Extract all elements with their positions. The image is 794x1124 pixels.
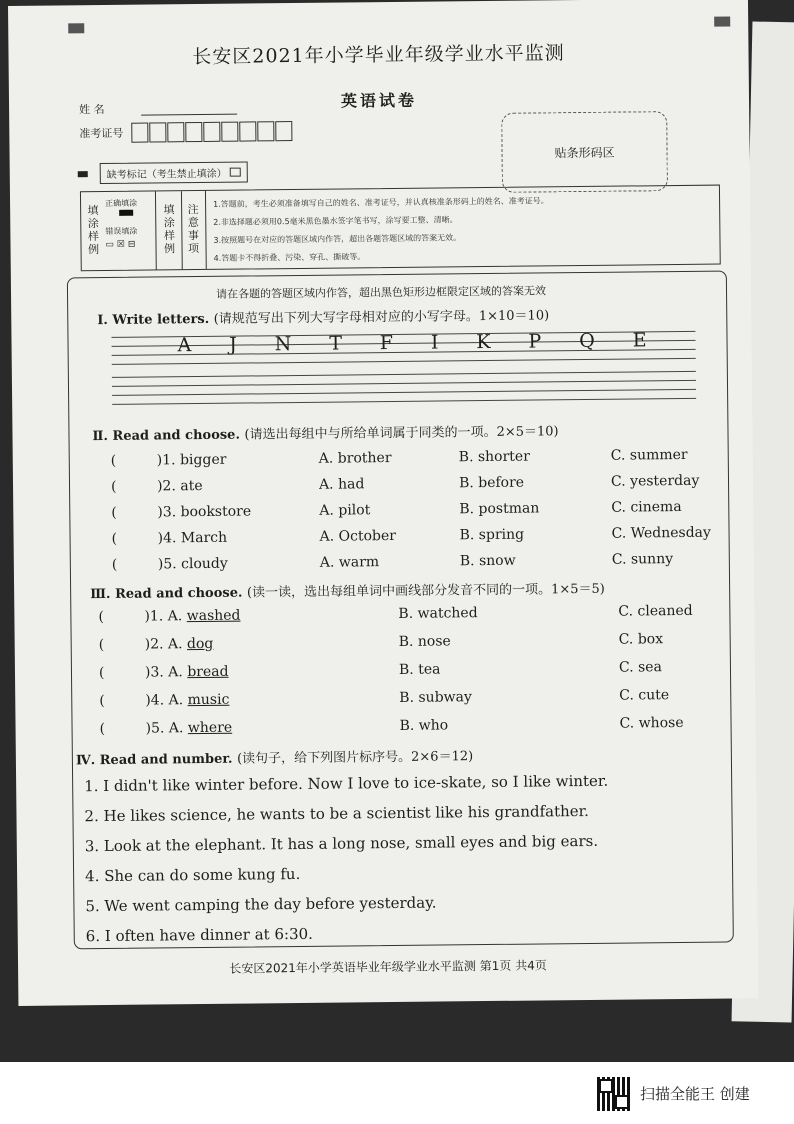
s4-sentence-6: 6. I often have dinner at 6:30.	[85, 924, 313, 946]
s3-q4-c: C. cute	[619, 687, 670, 704]
absent-checkbox[interactable]	[230, 168, 241, 177]
s2-q1-stem: )1. bigger	[156, 451, 227, 469]
notice-rule-1: 1.答题前，考生必须准备填写自己的姓名、准考证号，并认真核准条形码上的姓名、准考证号。	[213, 196, 549, 209]
scanner-watermark: 扫描全能王 创建	[640, 1085, 750, 1103]
letter: P	[528, 330, 543, 353]
fill-example-label: 填涂样例	[87, 204, 100, 257]
notice-rule-3: 3.按照题号在对应的答题区域内作答，超出各题答题区域的答案无效。	[213, 233, 462, 245]
s3-q2-a: )2. A. dog	[144, 635, 214, 653]
s2-q2-b: B. before	[458, 474, 525, 492]
s3-q4-a: )4. A. music	[145, 691, 230, 709]
exam-subtitle: 英语试卷	[340, 90, 418, 111]
page-footer: 长安区2021年小学英语毕业年级学业水平监测 第1页 共4页	[229, 958, 547, 976]
s3-q4-paren[interactable]: (	[99, 693, 105, 710]
section3-title-en: Ⅲ. Read and choose.	[90, 585, 243, 603]
s2-q3-paren[interactable]: (	[111, 504, 117, 521]
absent-label: 缺考标记（考生禁止填涂）	[106, 168, 227, 181]
s2-q3-stem: )3. bookstore	[157, 503, 252, 521]
notice-divider-1	[155, 191, 157, 269]
section2-title-en: Ⅱ. Read and choose.	[92, 427, 241, 445]
wrong-fill-icon: ▭ ☒ ⊟	[105, 239, 136, 250]
s4-sentence-2: 2. He likes science, he wants to be a scientist like his grandfather.	[84, 801, 590, 826]
letter: T	[329, 332, 344, 355]
letter: Q	[579, 329, 596, 353]
name-label: 姓 名	[79, 102, 105, 117]
s2-q2-a: A. had	[318, 476, 365, 493]
s2-q3-c: C. cinema	[611, 498, 682, 516]
s3-q3-b: B. tea	[398, 661, 441, 678]
notice-label: 注意事项	[187, 203, 200, 256]
s3-q3-c: C. sea	[618, 659, 662, 676]
s2-q4-b: B. spring	[459, 526, 525, 544]
s2-q4-paren[interactable]: (	[111, 530, 118, 547]
s2-q2-stem: )2. ate	[156, 477, 203, 495]
absent-mark	[78, 161, 248, 184]
s3-q3-a: )3. A. bread	[144, 663, 229, 681]
letter: J	[229, 333, 238, 356]
exam-no-label: 准考证号	[79, 126, 124, 141]
s3-q1-a: )1. A. washed	[144, 607, 241, 625]
letter: N	[274, 333, 293, 356]
s3-q4-b: B. subway	[399, 689, 472, 706]
s2-q5-stem: )5. cloudy	[157, 555, 228, 573]
s2-q4-stem: )4. March	[157, 529, 228, 547]
exam-no-boxes[interactable]	[131, 121, 293, 143]
name-field[interactable]	[141, 114, 237, 116]
s2-q2-c: C. yesterday	[610, 472, 700, 490]
s2-q3-a: A. pilot	[319, 502, 371, 519]
s3-q3-paren[interactable]: (	[98, 665, 105, 682]
letter: K	[476, 330, 492, 354]
s3-q5-b: B. who	[399, 717, 449, 734]
s2-q5-paren[interactable]: (	[111, 556, 118, 573]
s2-q1-b: B. shorter	[458, 448, 530, 466]
letter: A	[177, 334, 193, 357]
barcode-area: 贴条形码区	[501, 111, 668, 193]
exam-sheet	[8, 0, 758, 1006]
s4-sentence-4: 4. She can do some kung fu.	[85, 864, 301, 886]
absent-block-icon	[78, 171, 88, 177]
section1-title-cn: (请规范写出下列大写字母相对应的小写字母。1×10＝10)	[213, 308, 550, 327]
s4-sentence-5: 5. We went camping the day before yesterday.	[85, 893, 437, 916]
s2-q3-b: B. postman	[459, 500, 540, 518]
notice-rule-4: 4.答题卡不得折叠、污染、穿孔、撕破等。	[213, 252, 366, 263]
writing-lines-2[interactable]	[112, 371, 696, 417]
s3-q5-paren[interactable]: (	[99, 721, 106, 738]
correct-fill-icon	[119, 210, 133, 216]
section2-title-cn: (请选出每组中与所给单词属于同类的一项。2×5＝10)	[244, 424, 559, 443]
s2-q5-a: A. warm	[319, 554, 380, 571]
letter: F	[379, 331, 395, 355]
corner-mark-left	[68, 23, 84, 33]
s3-q2-c: C. box	[618, 631, 664, 648]
section3-title-cn: (读一读，选出每组单词中画线部分发音不同的一项。1×5＝5)	[246, 581, 605, 601]
s3-q2-paren[interactable]: (	[98, 637, 105, 654]
s3-q1-paren[interactable]: (	[98, 609, 104, 626]
s4-sentence-1: 1. I didn't like winter before. Now I love to ice-skate, so I like winter.	[84, 771, 609, 796]
s3-q5-a: )5. A. where	[145, 719, 233, 737]
s3-q1-b: B. watched	[398, 605, 478, 622]
section4-title-en: Ⅳ. Read and number.	[75, 751, 233, 769]
notice-divider-3	[205, 191, 207, 269]
s2-q4-a: A. October	[319, 527, 396, 545]
s3-q1-c: C. cleaned	[618, 602, 693, 620]
wrong-fill-label: 错误填涂	[105, 226, 138, 236]
corner-mark-right	[714, 16, 730, 26]
s2-q5-c: C. sunny	[611, 551, 674, 568]
s2-q4-c: C. Wednesday	[611, 524, 711, 542]
absent-box	[100, 161, 248, 184]
s4-sentence-3: 3. Look at the elephant. It has a long nose, small eyes and big ears.	[84, 831, 599, 856]
notice-rule-2: 2.非选择题必须用0.5毫米黑色墨水签字笔书写，涂写要工整、清晰。	[213, 215, 458, 227]
s2-q2-paren[interactable]: (	[110, 478, 117, 495]
notice-box	[80, 185, 721, 272]
s3-q2-b: B. nose	[398, 633, 451, 650]
s2-q5-b: B. snow	[459, 552, 516, 570]
s2-q1-c: C. summer	[610, 446, 688, 464]
notice-divider-2	[181, 191, 183, 269]
letter: E	[632, 329, 648, 352]
s3-q5-c: C. whose	[619, 714, 684, 732]
s2-q1-a: A. brother	[318, 450, 392, 467]
exam-title: 长安区2021年小学毕业年级学业水平监测	[192, 42, 565, 69]
section4-title-cn: (读句子，给下列图片标序号。2×6＝12)	[236, 749, 474, 767]
correct-fill-label: 正确填涂	[105, 198, 138, 208]
letter: I	[430, 331, 440, 354]
s2-q1-paren[interactable]: (	[110, 452, 117, 469]
qr-code-icon	[597, 1077, 631, 1111]
fill-example-label-2: 填涂样例	[163, 203, 176, 256]
section1-title-en: Ⅰ. Write letters.	[97, 311, 210, 329]
answer-area-note: 请在各题的答题区域内作答，超出黑色矩形边框限定区域的答案无效	[215, 284, 547, 301]
